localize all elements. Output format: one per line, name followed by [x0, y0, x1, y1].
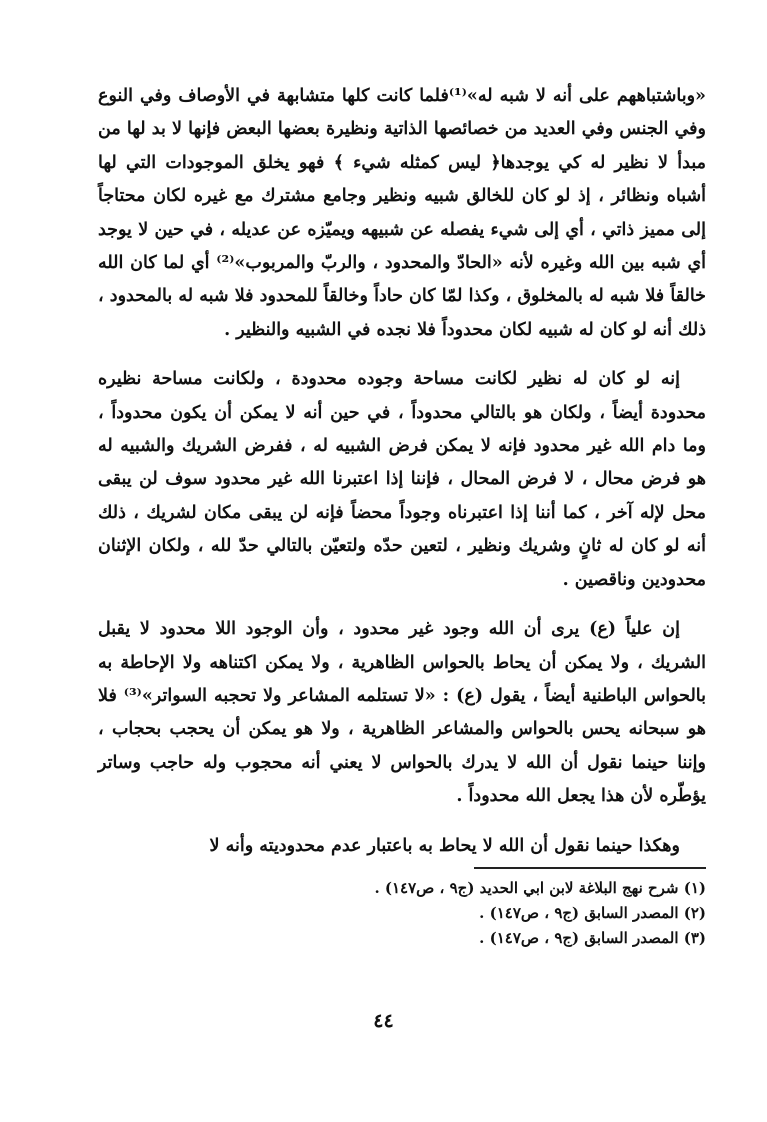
footnote-3: (٣) المصدر السابق (ج٩ ، ص١٤٧) . [479, 929, 706, 947]
page-body [98, 80, 707, 947]
footnote-2: (٢) المصدر السابق (ج٩ ، ص١٤٧) . [479, 904, 706, 922]
footnotes [98, 876, 706, 951]
paragraph-1: «وباشتباههم على أنه لا شبه له»⁽¹⁾فلما كانت كلها متشابهة في الأوصاف وفي النوع وفي الجنس وفي العديد من خصائصها الذاتية ونظيرة بعضها البعض فإنها لا بد لها من مبدأ لا نظير له كي يوجدها﴿ ليس كمثله شيء ﴾ فهو يخلق الموجودات التي لها أشباه ونظائر ، إذ لو كان للخالق شبيه ونظير وجامع مشترك مع غيره لكان محتاجاً إلى مميز ذاتي ، أي إلى شيء يفصله عن شبيهه ويميّزه عن عديله ، في حين لا يوجد أي شبه بين الله وغيره لأنه «الحادّ والمحدود ، والربّ والمربوب»⁽²⁾ أي لما كان الله خالقاً فلا شبه له بالمخلوق ، وكذا لمّا كان حاداً وخالقاً للمحدود فلا شبه له بالمحدود ، ذلك أنه لو كان له شبيه لكان محدوداً فلا نجده في الشبيه والنظير . [98, 86, 707, 340]
footnote-1: (١) شرح نهج البلاغة لابن ابي الحديد (ج٩ ، ص١٤٧) . [374, 879, 706, 897]
paragraph-4: وهكذا حينما نقول أن الله لا يحاط به باعتبار عدم محدوديته وأنه لا [209, 835, 680, 856]
page-number: ٤٤ [373, 1010, 394, 1032]
paragraph-3: إن علياً (ع) يرى أن الله وجود غير محدود ، وأن الوجود اللا محدود لا يقبل الشريك ، ولا يمكن أن يحاط بالحواس الظاهرية ، ولا يمكن اكتناهه ولا الإحاطة به بالحواس الباطنية أيضاً ، يقول (ع) : «لا تستلمه المشاعر ولا تحجبه السواتر»⁽³⁾ فلا هو سبحانه يحس بالحواس والمشاعر الظاهرية ، ولا هو يمكن أن يحجب بحجاب ، وإننا حينما نقول أن الله لا يدرك بالحواس لا يعني أنه محجوب وله حاجب وساتر يؤطّره لأن هذا يجعل الله محدوداً . [98, 619, 706, 807]
footnote-separator [474, 867, 706, 869]
paragraph-2: إنه لو كان له نظير لكانت مساحة وجوده محدودة ، ولكانت مساحة نظيره محدودة أيضاً ، ولكان هو بالتالي محدوداً ، في حين أنه لا يمكن أن يكون محدوداً ، وما دام الله غير محدود فإنه لا يمكن فرض الشبيه له ، ففرض الشريك والشبيه له هو فرض محال ، لا فرض المحال ، فإننا إذا اعتبرنا الله غير محدود سوف لن يبقى محل لإله آخر ، كما أننا إذا اعتبرناه وجوداً محضاً فإنه لن يبقى مكان لشريك ، ذلك أنه لو كان له ثانٍ وشريك ونظير ، لتعين حدّه ولتعيّن بالتالي حدّ لله ، ولكان الإثنان محدودين وناقصين . [98, 369, 706, 590]
